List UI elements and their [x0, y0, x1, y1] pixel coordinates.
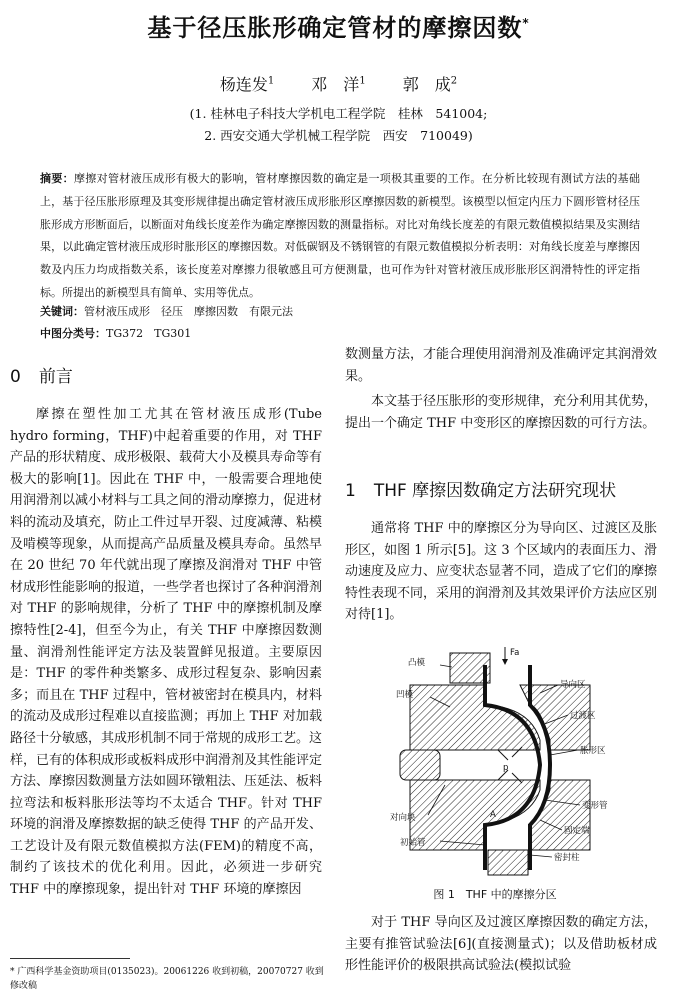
label-guide-zone: 导向区 [560, 680, 586, 690]
label-initial-tube: 初始管 [400, 838, 426, 848]
pressure-arrows [498, 747, 522, 783]
right-column-top: 数测量方法，才能合理使用润滑剂及准确评定其润滑效果。 本文基于径压胀形的变形规律，充分利用其优势，提出一个确定 THF 中变形区的摩擦因数的可行方法。 [345, 347, 658, 431]
label-punch: 凸模 [408, 658, 426, 668]
figure-caption: 图 1 THF 中的摩擦分区 [433, 888, 557, 901]
section-1-body: 通常将 THF 中的摩擦区分为导向区、过渡区及胀形区，如图 1 所示[5]。这 3 个区域内的表面压力、滑动速度及应力、应变状态显著不同，造成了它们的摩擦特性表现不同，采用的润滑剂及其效果评价方法应区别对待[1]。 [345, 521, 658, 623]
keywords-label: 关键词： [40, 305, 84, 318]
label-counter-block: 对向块 [390, 813, 416, 823]
paper-title: 基于径压胀形确定管材的摩擦因数* [147, 14, 530, 42]
label-deformed-tube: 变形管 [582, 801, 608, 811]
label-force: Fa [510, 648, 520, 658]
abstract-text: 摩擦对管材液压成形有极大的影响，管材摩擦因数的确定是一项极其重要的工作。在分析比较现有测试方法的基础上，基于径压胀形原理及其变形规律提出确定管材液压成形胀形区摩擦因数的新模型。该模型以恒定内压力下圆形管材径压胀形成方形断面后，以断面对角线长度差作为确定摩擦因数的测量指标。对比对角线长度差的有限元数值模拟结果及实测结果，以此确定管材液压成形时胀形区的摩擦因数。对低碳钢及不锈钢管的有限元数值模拟分析表明：对角线长度差与摩擦因数及内压力均成指数关系，该长度差对摩擦力很敏感且可方便测量，也可作为针对管材液压成形胀形区润滑特性的评定指标。所提出的新模型具有简单、实用等优点。 [40, 172, 640, 299]
label-pressure: p [503, 763, 509, 773]
abstract [40, 168, 640, 305]
section-1-body-continued: 对于 THF 导向区及过渡区摩擦因数的确定方法，主要有推管试验法[6](直接测量式)；以及借助板材成形性能评价的极限拱高试验法(模拟试验 [345, 915, 657, 974]
author: 郭 成$^2$ [402, 75, 458, 94]
label-transition-zone: 过渡区 [570, 711, 596, 721]
label-die: 凹模 [396, 690, 414, 700]
section-1-heading: 1 THF 摩擦因数确定方法研究现状 [345, 481, 617, 501]
label-a-mark: A [490, 810, 496, 820]
label-bulge-zone: 胀形区 [580, 746, 606, 756]
force-arrowhead [502, 659, 508, 665]
authors [0, 72, 677, 95]
abstract-label: 摘要： [40, 172, 74, 185]
author: 邓 洋$^1$ [311, 75, 366, 94]
affiliation-line: 2. 西安交通大学机械工程学院 西安 710049) [204, 128, 473, 143]
clc-number: 中图分类号：TG372 TG301 [40, 327, 192, 340]
label-fixed-end: 固定端 [564, 826, 590, 836]
counter-block-shape [400, 750, 440, 780]
thf-friction-zone-figure [390, 645, 640, 880]
section-0-heading: 0 前言 [10, 367, 73, 387]
footnote-divider [10, 958, 130, 959]
affiliation-line: (1. 桂林电子科技大学机电工程学院 桂林 541004; [189, 106, 488, 121]
label-seal: 密封柱 [554, 853, 580, 863]
clc-label: 中图分类号： [40, 327, 106, 340]
footnote: * 广西科学基金资助项目(0135023)。20061226 收到初稿，20070727 收到修改稿 [10, 967, 324, 991]
author: 杨连发$^1$ [219, 75, 275, 94]
title-footnote-mark: * [522, 16, 530, 30]
section-0-body: 摩擦在塑性加工尤其在管材液压成形(Tube hydro forming，THF)中起着重要的作用，对 THF 产品的形状精度、成形极限、载荷大小及模具寿命等有极大的影响[1]。因此在 THF 中，一般需要合理地使用润滑剂以减小材料与工具之间的滑动摩擦力，促进材料的流动及填充，防止工件过早开裂、过度减薄、粘模及啃模等现象，从而提高产品质量及模具寿命。虽然早在 20 世纪 70 年代就出现了摩擦及润滑对 THF 中管材成形性能影响的报道，一些学者也探讨了各种润滑剂对 THF 的影响规律，分析了 THF 中的摩擦机制及摩擦特性[2-4]，但至今为止，有关 THF 中摩擦因数测量、润滑剂性能评定方法及装置鲜见报道。主要原因是：THF 的零件种类繁多、成形过程复杂、影响因素多；而且在 THF 过程中，管材被密封在模具内，材料的流动及成形过程难以直接监测；再加上 THF 对加载路径十分敏感，其成形机制不同于常规的成形工艺。这样，已有的体积成形或板料成形中润滑剂及其性能评定方法、摩擦因数测量方法如圆环镦粗法、压延法、板料拉弯法和板料胀形法等均不太适合 THF。针对 THF 环境的润滑及摩擦数据的缺乏使得 THF 的产品开发、工艺设计及有限元数值模拟方法(FEM)的精度不高，制约了该技术的优化利用。因此，必须进一步研究 THF 中的摩擦现象，提出针对 THF 环境的摩擦因 [10, 407, 323, 898]
seal-plug-shape [488, 850, 528, 875]
keywords: 关键词：管材液压成形 径压 摩擦因数 有限元法 [40, 305, 293, 318]
lower-die-shape [410, 780, 540, 850]
